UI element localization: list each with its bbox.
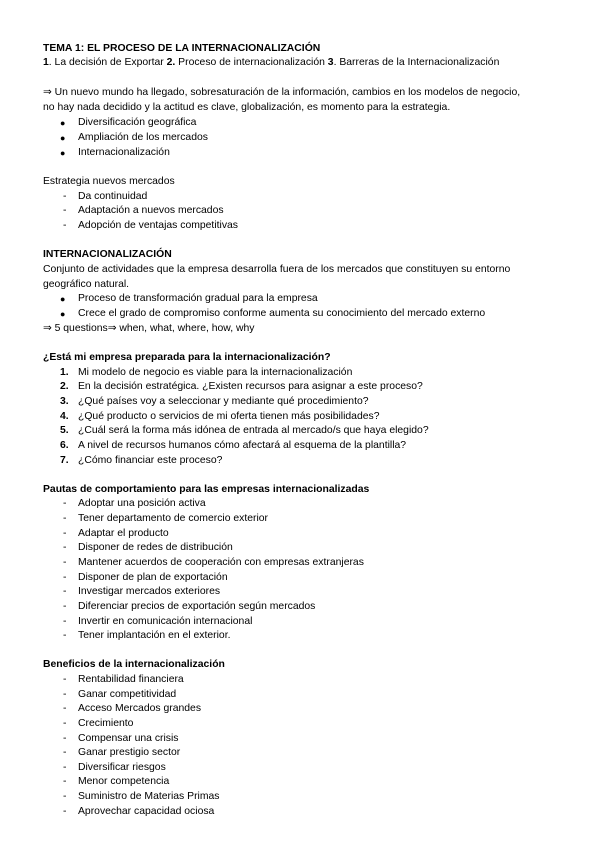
dash-marker: - (63, 542, 67, 553)
dash-marker: - (63, 528, 67, 539)
dash-marker: - (63, 674, 67, 685)
dash-marker: - (63, 191, 67, 202)
bullet-icon: ● (60, 309, 66, 319)
bullet-icon: ● (60, 294, 66, 304)
beneficios-heading: Beneficios de la internacionalización (43, 659, 225, 670)
bullet-icon: ● (60, 148, 66, 158)
dash-marker: - (63, 586, 67, 597)
dash-marker: - (63, 557, 67, 568)
subtitle-num-3: 3 (327, 57, 334, 68)
dash-marker: - (63, 776, 67, 787)
dash-marker: - (63, 572, 67, 583)
dash-marker: - (63, 616, 67, 627)
dash-marker: - (63, 718, 67, 729)
subtitle-num-2: 2. (166, 57, 176, 68)
dash-marker: - (63, 513, 67, 524)
bullet-icon: ● (60, 118, 66, 128)
internacionalizacion-heading: INTERNACIONALIZACIÓN (43, 249, 172, 260)
pautas-heading: Pautas de comportamiento para las empresas internacionalizadas (43, 484, 370, 495)
dash-marker: - (63, 733, 67, 744)
dash-marker: - (63, 806, 67, 817)
subtitle-text-2: Proceso de internacionalización (175, 57, 328, 68)
subtitle-text-1: . La decisión de Exportar (48, 57, 167, 68)
dash-marker: - (63, 601, 67, 612)
dash-marker: - (63, 703, 67, 714)
dash-marker: - (63, 689, 67, 700)
document-title: TEMA 1: EL PROCESO DE LA INTERNACIONALIZACIÓN (43, 43, 321, 54)
dash-marker: - (63, 205, 67, 216)
estrategia-heading: Estrategia nuevos mercados (43, 176, 175, 187)
dash-marker: - (63, 630, 67, 641)
definition-line-1: Conjunto de actividades que la empresa desarrolla fuera de los mercados que constituyen su entorno (43, 264, 511, 275)
subtitle-text-3: . Barreras de la Internacionalización (333, 57, 500, 68)
definition-line-2: geográfico natural. (43, 279, 130, 290)
dash-marker: - (63, 498, 67, 509)
dash-marker: - (63, 747, 67, 758)
document-subtitle (43, 56, 499, 70)
dash-marker: - (63, 791, 67, 802)
preparada-heading: ¿Está mi empresa preparada para la internacionalización? (43, 352, 331, 363)
document-page: TEMA 1: EL PROCESO DE LA INTERNACIONALIZACIÓN 1. La decisión de Exportar 2. Proceso de internacionalización 3. Barreras de la Internacionalización ⇒ Un nuevo mundo ha llegado, sobresaturación de la información, cambios en los modelos de negocio, no hay nada decidido y la actitud es clave, globalización, es momento para la estrategia. ● Diversificación geográfica ● Ampliación de los mercados ● Internacionalización Estrategia nuevos mercados - Da continuidad - Adaptación a nuevos mercados - Adopción de ventajas competitivas INTERNACIONALIZACIÓN Conjunto de actividades que la empresa desarrolla fuera de los mercados que constituyen su entorno geográfico natural. ● Proceso de transformación gradual para la empresa ● Crece el grado de compromiso conforme aumenta su conocimiento del mercado externo ⇒ 5 questions⇒ when, what, where, how, why ¿Está mi empresa preparada para la internacionalización? 1. Mi modelo de negocio es viable para la internacionalización 2. En la decisión estratégica. ¿Existen recursos para asignar a este proceso? 3. ¿Qué países voy a seleccionar y mediante qué procedimiento? 4. ¿Qué producto o servicios de mi oferta tienen más posibilidades? 5. ¿Cuál será la forma más idónea de entrada al mercado/s que haya elegido? 6. A nivel de recursos humanos cómo afectará al esquema de la plantilla? 7. ¿Cómo financiar este proceso? Pautas de comportamiento para las empresas internacionalizadas - Adoptar una posición activa - Tener departamento de comercio exterior - Adaptar el producto - Disponer de redes de distribución - Mantener acuerdos de cooperación con empresas extranjeras - Disponer de plan de exportación - Investigar mercados exteriores - Diferenciar precios de exportación según mercados - Invertir en comunicación internacional - Tener implantación en el exterior. Beneficios de la internacionalización - Rentabilidad financiera - Ganar competitividad - Acceso Mercados grandes - Crecimiento - Compensar una crisis - Ganar prestigio sector - Diversificar riesgos - Menor competencia - Suministro de Materias Primas - Aprovechar capacidad ociosa (43, 43, 521, 817)
subtitle-num-1: 1 (43, 57, 49, 68)
bullet-icon: ● (60, 133, 66, 143)
intro-line-1: ⇒ Un nuevo mundo ha llegado, sobresaturación de la información, cambios en los modelos de negocio, (43, 87, 521, 98)
questions-line: ⇒ 5 questions⇒ when, what, where, how, why (43, 323, 255, 334)
intro-line-2: no hay nada decidido y la actitud es clave, globalización, es momento para la estrategia. (43, 102, 451, 113)
dash-marker: - (63, 762, 67, 773)
dash-marker: - (63, 220, 67, 231)
